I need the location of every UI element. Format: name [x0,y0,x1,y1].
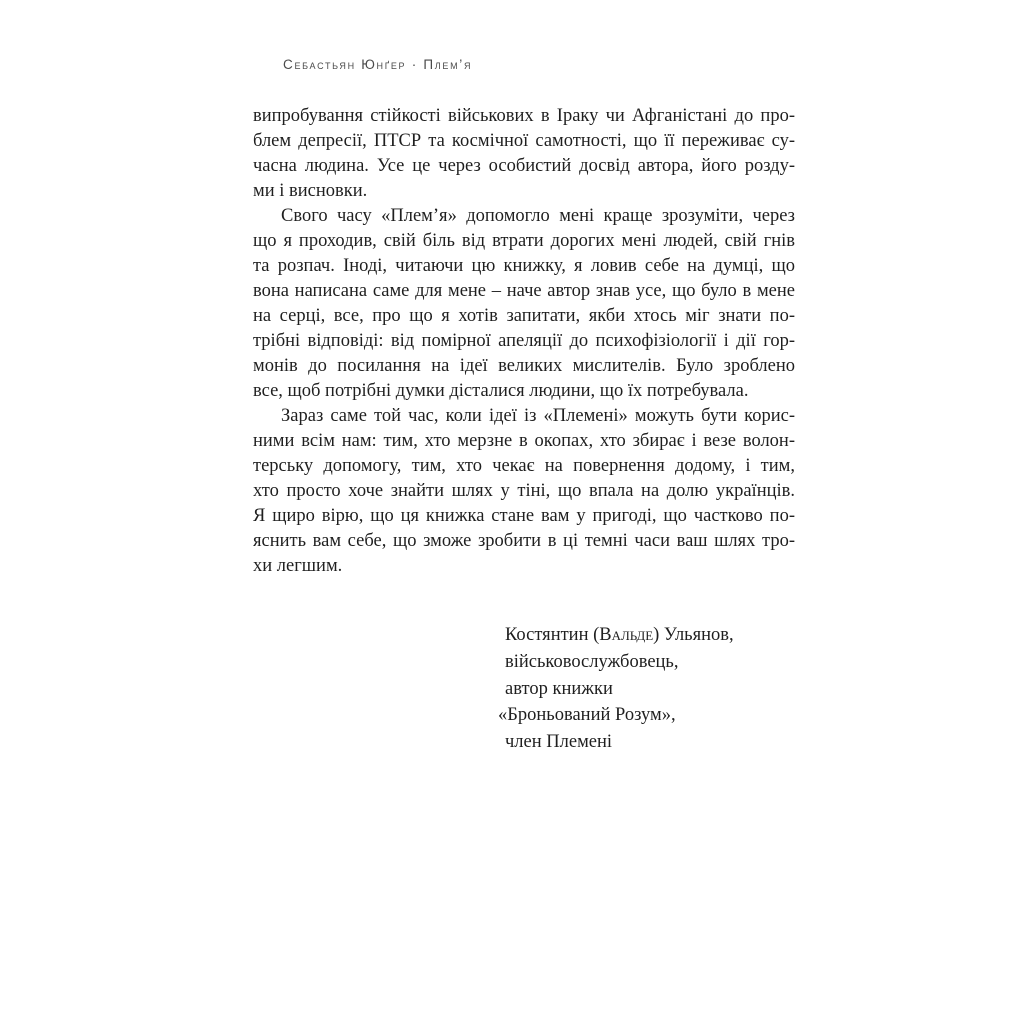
paragraph [253,104,795,204]
signature-line: військовослужбовець, [505,651,679,672]
signature-line: член Племені [505,732,613,753]
text-line: хи легшим. [253,556,343,576]
text-line: вона написана саме для мене – наче автор знав усе, що було в мене [253,281,795,301]
signature-block [498,622,734,756]
text-line: та розпач. Іноді, читаючи цю книжку, я ловив себе на думці, що [253,256,795,276]
paragraph [253,404,795,579]
text-line: яснить вам себе, що зможе зробити в ці темні часи ваш шлях тро- [253,531,795,551]
body-text-column [253,104,795,579]
text-line: на серці, все, про що я хотів запитати, якби хтось міг знати по- [253,306,795,326]
text-line: ми і висновки. [253,181,368,201]
text-line: ними всім нам: тим, хто мерзне в окопах, хто збирає і везе волон- [253,431,795,451]
text-line: хто просто хоче знайти шлях у тіні, що впала на долю українців. [253,481,795,501]
paragraph [253,204,795,404]
text-line: блем депресії, ПТСР та космічної самотності, що її переживає су- [253,131,795,151]
text-line: Зараз саме той час, коли ідеї із «Племені» можуть бути корис- [281,406,795,426]
text-line: терську допомогу, тим, хто чекає на повернення додому, і тим, [253,456,795,476]
text-line: Свого часу «Плем’я» допомогло мені краще зрозуміти, через [281,206,795,226]
text-line: випробування стійкості військових в Іраку чи Афганістані до про- [253,106,795,126]
text-line: монів до посилання на ідеї великих мислителів. Було зроблено [253,356,795,376]
signature-line: «Броньований Розум», [498,705,676,726]
signature-name-pre: Костянтин ( [505,625,600,645]
text-line: все, щоб потрібні думки дісталися людини, що їх потребувала. [253,381,749,401]
text-line: Я щиро вірю, що ця книжка стане вам у пригоді, що частково по- [253,506,795,526]
signature-line: автор книжки [505,678,613,699]
running-header: Себастьян Юнґер · Плем’я [283,57,473,72]
signature-lines [498,649,734,756]
signature-name-post: ) Ульянов, [653,625,734,645]
text-line: що я проходив, свій біль від втрати дорогих мені людей, свій гнів [253,231,795,251]
signature-name-line [505,622,734,649]
text-line: часна людина. Усе це через особистий досвід автора, його розду- [253,156,795,176]
text-line: трібні відповіді: від помірної апеляції до психофізіології і дії гор- [253,331,795,351]
signature-name-smallcaps: Вальде [599,625,654,645]
